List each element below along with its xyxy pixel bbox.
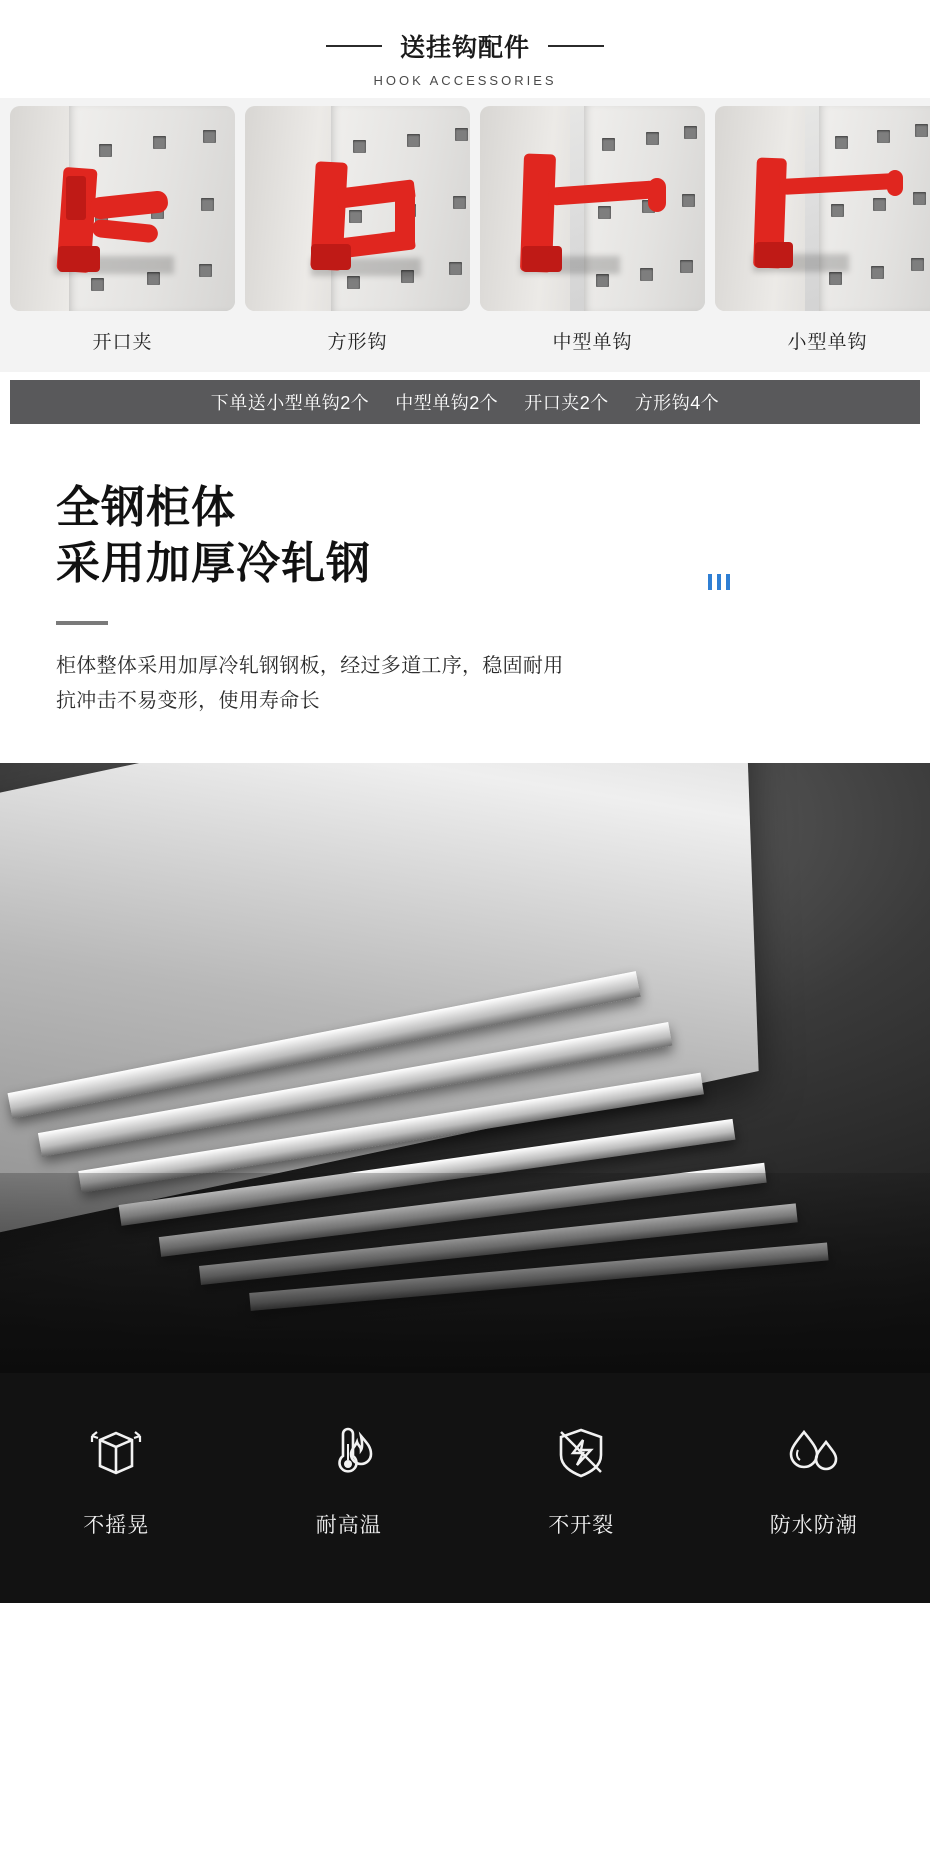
small-single-hook-photo xyxy=(715,106,930,311)
steel-paragraph-line1: 柜体整体采用加厚冷轧钢钢板，经过多道工序，稳固耐用 xyxy=(56,654,564,677)
pegboard-panel xyxy=(584,106,706,311)
feature-item xyxy=(698,1417,930,1539)
accent-dots-icon xyxy=(708,574,730,590)
hook-label: 方形钩 xyxy=(327,332,388,353)
feature-label: 不开裂 xyxy=(548,1513,615,1537)
rule-right-icon xyxy=(548,45,604,47)
hook-label: 开口夹 xyxy=(92,332,153,353)
open-clip-hook-photo xyxy=(10,106,235,311)
promo-text-4: 方形钩4个 xyxy=(634,393,720,413)
hook-card xyxy=(10,106,235,358)
feature-item xyxy=(0,1417,233,1539)
feature-item xyxy=(465,1417,698,1539)
cube-stability-icon xyxy=(0,1417,233,1487)
hooks-title: 送挂钩配件 xyxy=(399,34,530,62)
hook-card xyxy=(245,106,470,358)
steel-paragraph xyxy=(56,649,930,719)
square-hook-photo xyxy=(245,106,470,311)
feature-label: 耐高温 xyxy=(315,1513,382,1537)
hook-card xyxy=(715,106,930,358)
steel-heading-line1: 全钢柜体 xyxy=(56,483,236,532)
steel-heading-line2: 采用加厚冷轧钢 xyxy=(56,539,371,589)
features-section xyxy=(0,1373,930,1603)
hook-card xyxy=(480,106,705,358)
steel-body-section xyxy=(0,424,930,763)
water-drop-icon xyxy=(698,1417,930,1487)
rule-left-icon xyxy=(326,45,382,47)
hooks-title-line xyxy=(0,28,930,64)
hook-label: 小型单钩 xyxy=(787,332,868,353)
hooks-subtitle: HOOK ACCESSORIES xyxy=(373,73,557,88)
divider-rule xyxy=(56,621,108,625)
thermometer-flame-icon xyxy=(233,1417,466,1487)
hooks-header xyxy=(0,0,930,98)
stacked-steel-sheets-photo xyxy=(0,763,930,1373)
hook-label: 中型单钩 xyxy=(552,332,633,353)
promo-bar xyxy=(10,380,920,424)
medium-single-hook-photo xyxy=(480,106,705,311)
photo-dark-gradient xyxy=(0,1173,930,1373)
feature-label: 防水防潮 xyxy=(769,1513,858,1537)
hooks-grid xyxy=(0,98,930,358)
feature-item xyxy=(233,1417,466,1539)
promo-text-1: 下单送小型单钩2个 xyxy=(210,393,370,413)
promo-text-2: 中型单钩2个 xyxy=(395,393,499,413)
feature-label: 不摇晃 xyxy=(83,1513,150,1537)
steel-paragraph-line2: 抗冲击不易变形，使用寿命长 xyxy=(56,689,320,712)
steel-heading xyxy=(56,480,930,593)
promo-text-3: 开口夹2个 xyxy=(524,393,609,413)
pegboard-panel xyxy=(819,106,930,311)
hook-accessories-section xyxy=(0,0,930,372)
shield-crack-icon xyxy=(465,1417,698,1487)
